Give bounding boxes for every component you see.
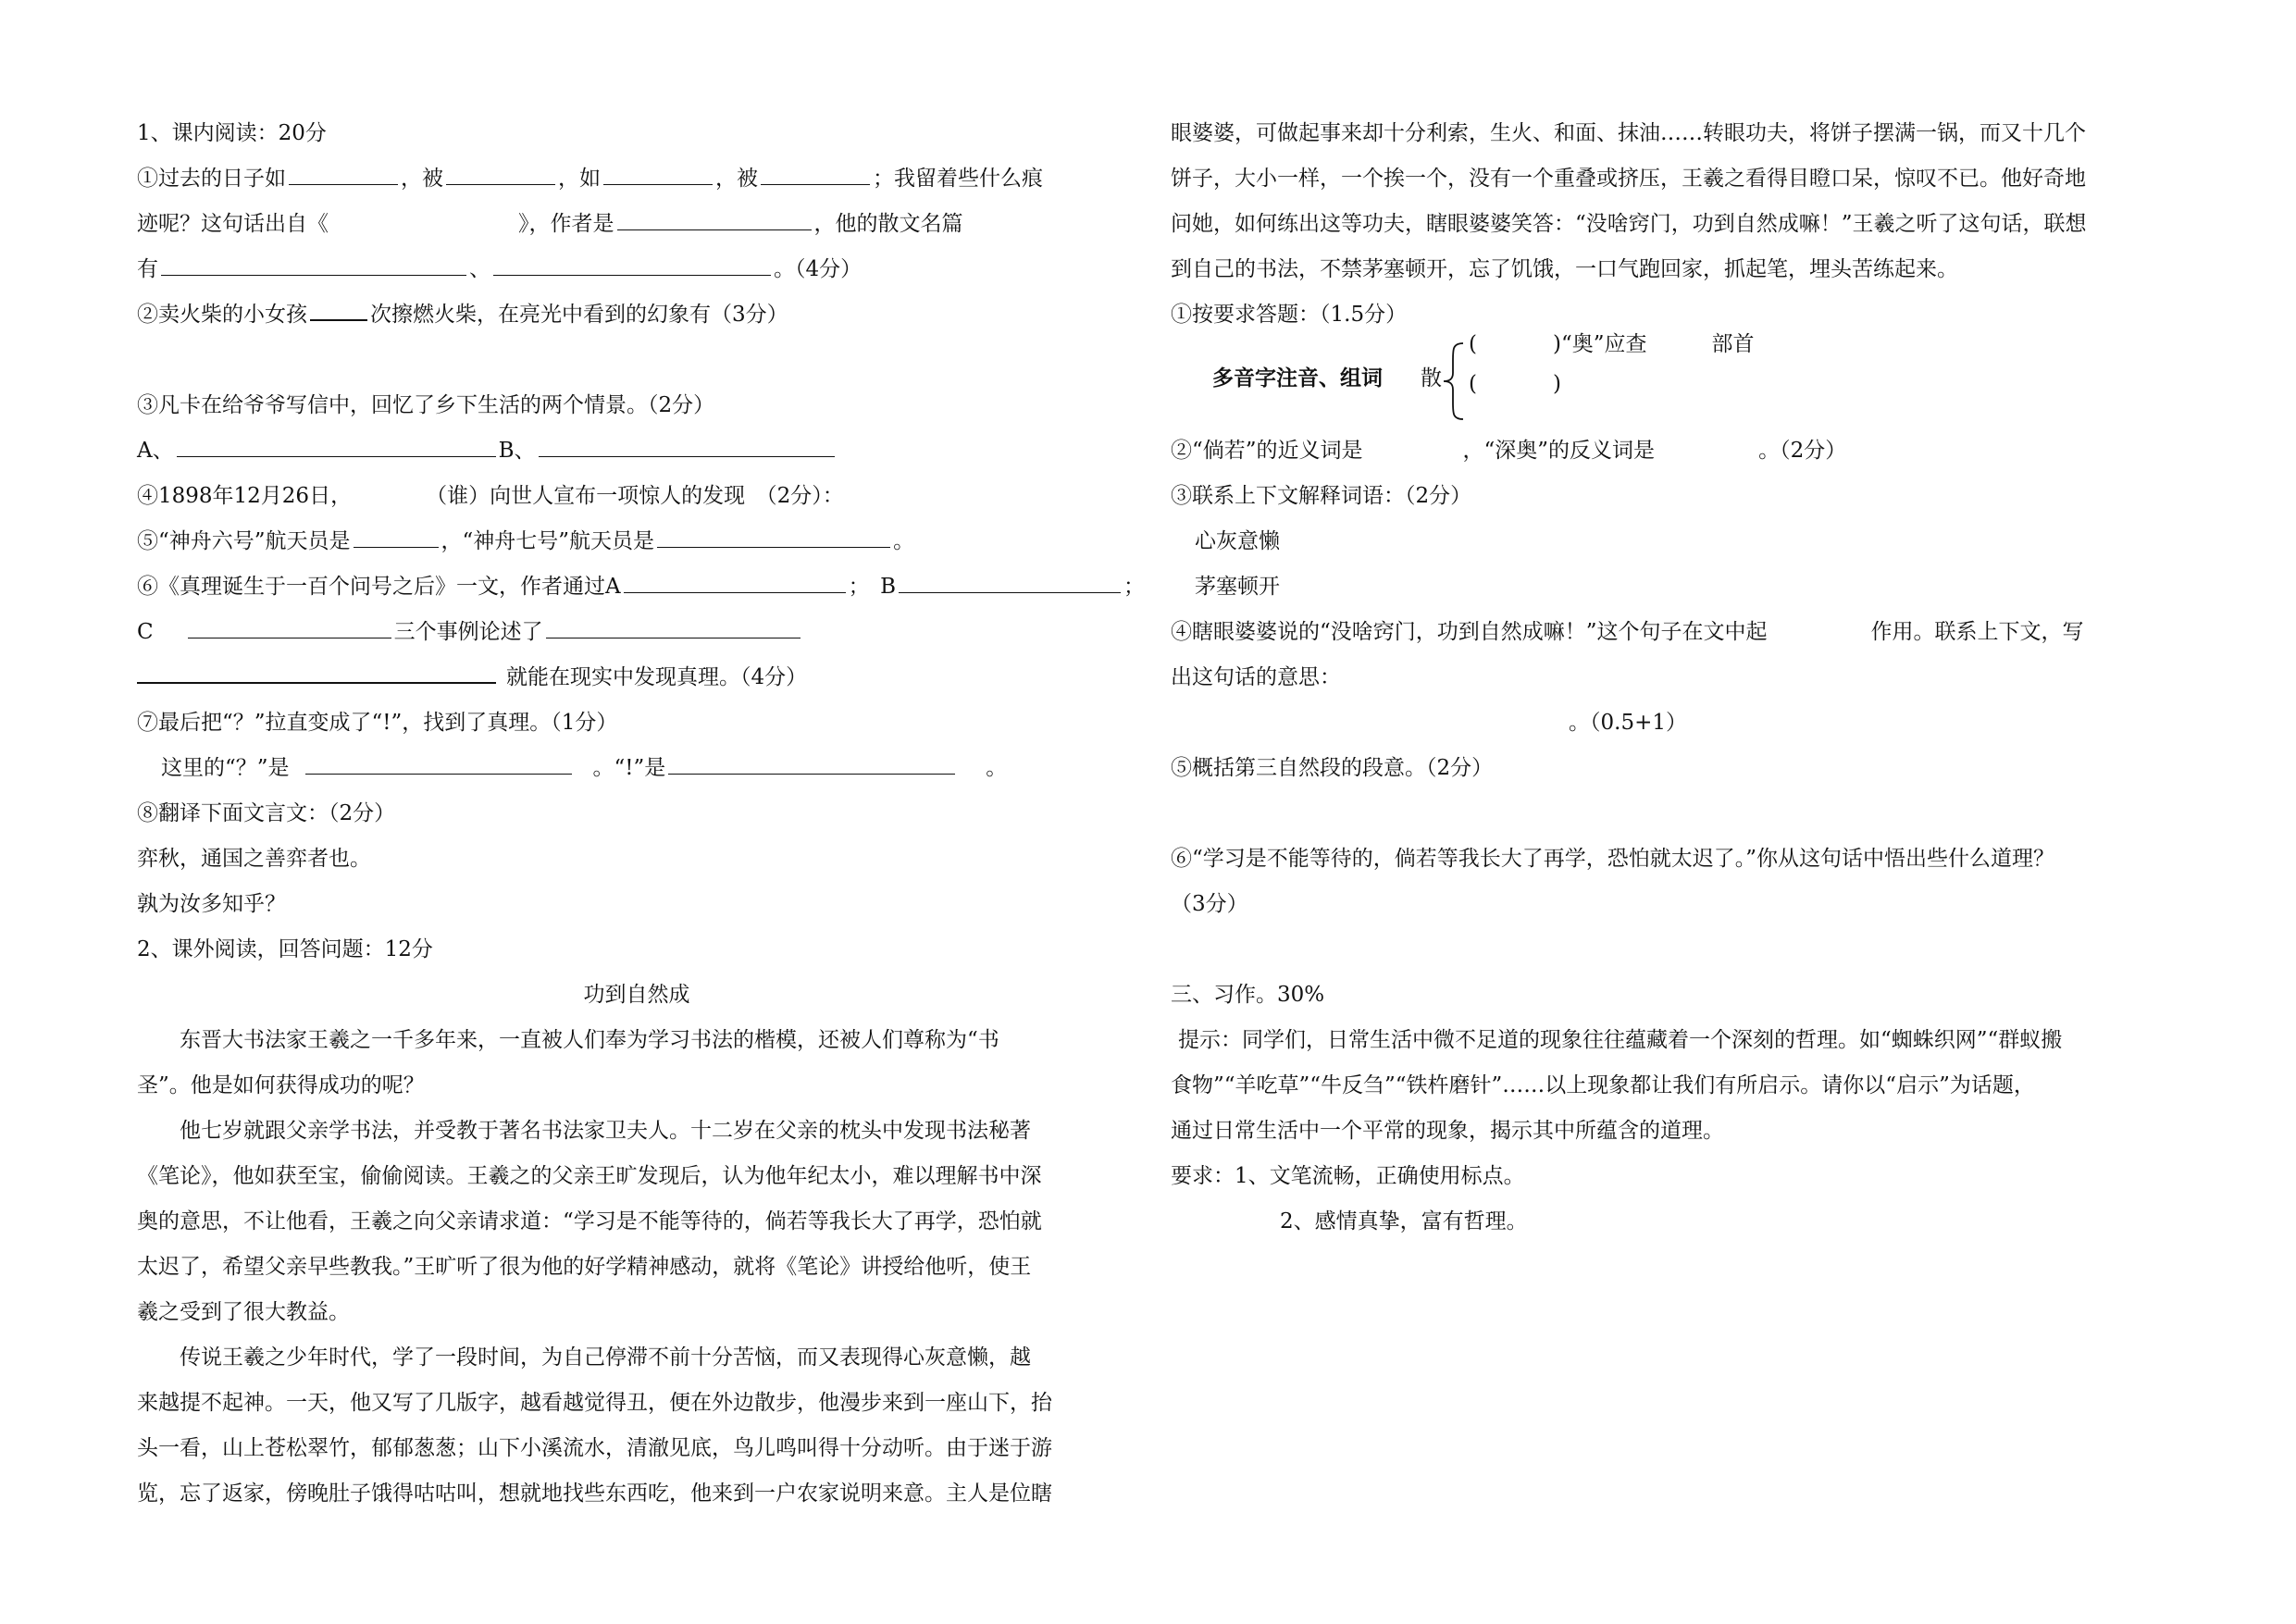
passage-line: 奥的意思，不让他看，王羲之向父亲请求道：“学习是不能等待的，倘若等我长大了再学，恐怕就 — [137, 1209, 1042, 1233]
answer-blank[interactable] — [539, 436, 835, 457]
answer-blank[interactable] — [161, 254, 466, 276]
reading-question-6-score: （3分） — [1171, 892, 1248, 916]
answer-blank[interactable] — [137, 662, 496, 684]
writing-tips-line: 食物”“羊吃草”“牛反刍”“铁杵磨针”……以上现象都让我们有所启示。请你以“启示”为话题， — [1171, 1073, 2035, 1097]
passage-line: 圣”。他是如何获得成功的呢？ — [137, 1073, 425, 1097]
passage-line: 览，忘了返家，傍晚肚子饿得咕咕叫，想就地找些东西吃，他来到一户农家说明来意。主人是位瞎 — [137, 1481, 1052, 1506]
answer-blank[interactable] — [899, 572, 1121, 593]
writing-requirement-2: 2、感情真挚，富有哲理。 — [1280, 1209, 1528, 1233]
answer-space[interactable] — [1171, 791, 2179, 837]
passage-line: 饼子，大小一样，一个挨一个，没有一个重叠或挤压，王羲之看得目瞪口呆，惊叹不已。他好奇地 — [1171, 167, 2086, 191]
answer-blank[interactable] — [446, 164, 555, 185]
word-explain-1: 心灰意懒 — [1195, 529, 1280, 553]
passage-line: 传说王羲之少年时代，学了一段时间，为自己停滞不前十分苦恼，而又表现得心灰意懒，越 — [180, 1345, 1031, 1370]
word-explain-2: 茅塞顿开 — [1195, 575, 1280, 599]
passage-line: 来越提不起神。一天，他又写了几版字，越看越觉得丑，便在外边散步，他漫步来到一座山下，抬 — [137, 1391, 1052, 1415]
reading-question-4-end: 。（0.5+1） — [1569, 711, 1687, 735]
question-6-line-3: 就能在现实中发现真理。（4分） — [137, 655, 1146, 700]
passage-line: 他七岁就跟父亲学书法，并受教于著名书法家卫夫人。十二岁在父亲的枕头中发现书法秘著 — [180, 1119, 1031, 1143]
section-3-title: 三、习作。30% — [1171, 983, 1325, 1007]
brace-icon — [1441, 341, 1467, 421]
left-column — [137, 111, 1146, 1517]
answer-space[interactable] — [1171, 927, 2179, 973]
writing-requirement-1: 要求：1、文笔流畅，正确使用标点。 — [1171, 1164, 1525, 1188]
answer-blank[interactable] — [603, 164, 713, 185]
passage-line: 太迟了，希望父亲早些教我。”王旷听了很为他的好学精神感动，就将《笔论》讲授给他听，使王 — [137, 1255, 1032, 1279]
question-3-answers: A、 B、 — [137, 428, 1146, 474]
passage-title: 功到自然成 — [583, 983, 690, 1007]
polyphone-row-1: ( )“奥”应查 部首 — [1469, 332, 1755, 356]
reading-question-1: ①按要求答题：（1.5分） — [1171, 303, 1408, 327]
classical-sentence-1: 弈秋，通国之善弈者也。 — [137, 847, 371, 871]
question-1-line-1: ①过去的日子如 ，被 ，如 ，被 ；我留着些什么痕 — [137, 156, 1146, 202]
section-1-title: 1、课内阅读：20分 — [137, 121, 327, 145]
reading-question-3: ③联系上下文解释词语：（2分） — [1171, 484, 1472, 508]
section-2-title: 2、课外阅读，回答问题：12分 — [137, 937, 433, 961]
classical-sentence-2: 孰为汝多知乎？ — [137, 892, 286, 916]
question-1-line-2: 迹呢？这句话出自《 》，作者是 ，他的散文名篇 — [137, 202, 1146, 247]
question-6-line-1: ⑥《真理诞生于一百个问号之后》一文，作者通过A ； B ； — [137, 564, 1146, 610]
question-3: ③凡卡在给爷爷写信中，回忆了乡下生活的两个情景。（2分） — [137, 393, 715, 417]
polyphone-block — [1171, 332, 2179, 428]
question-2: ②卖火柴的小女孩 次擦燃火柴，在亮光中看到的幻象有（3分） — [137, 292, 1146, 338]
answer-blank[interactable] — [657, 527, 890, 548]
answer-space[interactable] — [137, 338, 1146, 383]
right-column — [1171, 111, 2179, 1245]
passage-line: 《笔论》，他如获至宝，偷偷阅读。王羲之的父亲王旷发现后，认为他年纪太小，难以理解书中深 — [137, 1164, 1042, 1188]
question-1-line-3: 有 、 。（4分） — [137, 247, 1146, 292]
answer-blank[interactable] — [188, 617, 391, 638]
answer-blank[interactable] — [546, 617, 800, 638]
polyphone-label: 多音字注音、组词 — [1212, 366, 1383, 391]
polyphone-row-2: ( ) — [1469, 372, 1561, 396]
reading-question-4-cont: 出这句话的意思： — [1171, 665, 1341, 689]
answer-blank[interactable] — [624, 572, 846, 593]
answer-blank[interactable] — [177, 436, 496, 457]
writing-tips-line: 通过日常生活中一个平常的现象，揭示其中所蕴含的道理。 — [1171, 1119, 1724, 1143]
question-8: ⑧翻译下面文言文：（2分） — [137, 801, 396, 825]
passage-line: 问她，如何练出这等功夫，瞎眼婆婆笑答：“没啥窍门，功到自然成嘛！”王羲之听了这句话，联想 — [1171, 212, 2087, 236]
writing-tips-line: 提示：同学们，日常生活中微不足道的现象往往蕴藏着一个深刻的哲理。如“蜘蛛织网”“群蚁搬 — [1178, 1028, 2063, 1052]
passage-line: 羲之受到了很大教益。 — [137, 1300, 350, 1324]
answer-blank[interactable] — [310, 299, 367, 321]
passage-line: 头一看，山上苍松翠竹，郁郁葱葱；山下小溪流水，清澈见底，鸟儿鸣叫得十分动听。由于迷于游 — [137, 1436, 1052, 1460]
answer-blank[interactable] — [761, 164, 870, 185]
question-7: ⑦最后把“？”拉直变成了“!”，找到了真理。（1分） — [137, 711, 618, 735]
answer-blank[interactable] — [668, 753, 955, 775]
reading-question-6: ⑥“学习是不能等待的，倘若等我长大了再学，恐怕就太迟了。”你从这句话中悟出些什么道理？ — [1171, 847, 2055, 871]
reading-question-5: ⑤概括第三自然段的段意。（2分） — [1171, 756, 1494, 780]
passage-line: 到自己的书法，不禁茅塞顿开，忘了饥饿，一口气跑回家，抓起笔，埋头苦练起来。 — [1171, 257, 1958, 281]
passage-line: 眼婆婆，可做起事来却十分利索，生火、和面、抹油……转眼功夫，将饼子摆满一锅，而又十几个 — [1171, 121, 2086, 145]
question-7-answers: 这里的“？”是 。“!”是 。 — [137, 746, 1146, 791]
answer-blank[interactable] — [617, 209, 812, 230]
polyphone-char: 散 — [1421, 366, 1442, 391]
question-4: ④1898年12月26日， （谁）向世人宣布一项惊人的发现 （2分）： — [137, 484, 844, 508]
answer-blank[interactable] — [493, 254, 771, 276]
question-5: ⑤“神舟六号”航天员是 ，“神舟七号”航天员是 。 — [137, 519, 1146, 564]
answer-blank[interactable] — [354, 527, 439, 548]
question-6-line-2: C 三个事例论述了 — [137, 610, 1146, 655]
reading-question-2: ②“倘若”的近义词是 ，“深奥”的反义词是 。（2分） — [1171, 439, 1847, 463]
answer-blank[interactable] — [289, 164, 398, 185]
reading-question-4: ④瞎眼婆婆说的“没啥窍门，功到自然成嘛！”这个句子在文中起 作用。联系上下文，写 — [1171, 620, 2084, 644]
answer-blank[interactable] — [305, 753, 572, 775]
passage-line: 东晋大书法家王羲之一千多年来，一直被人们奉为学习书法的楷模，还被人们尊称为“书 — [180, 1028, 999, 1052]
